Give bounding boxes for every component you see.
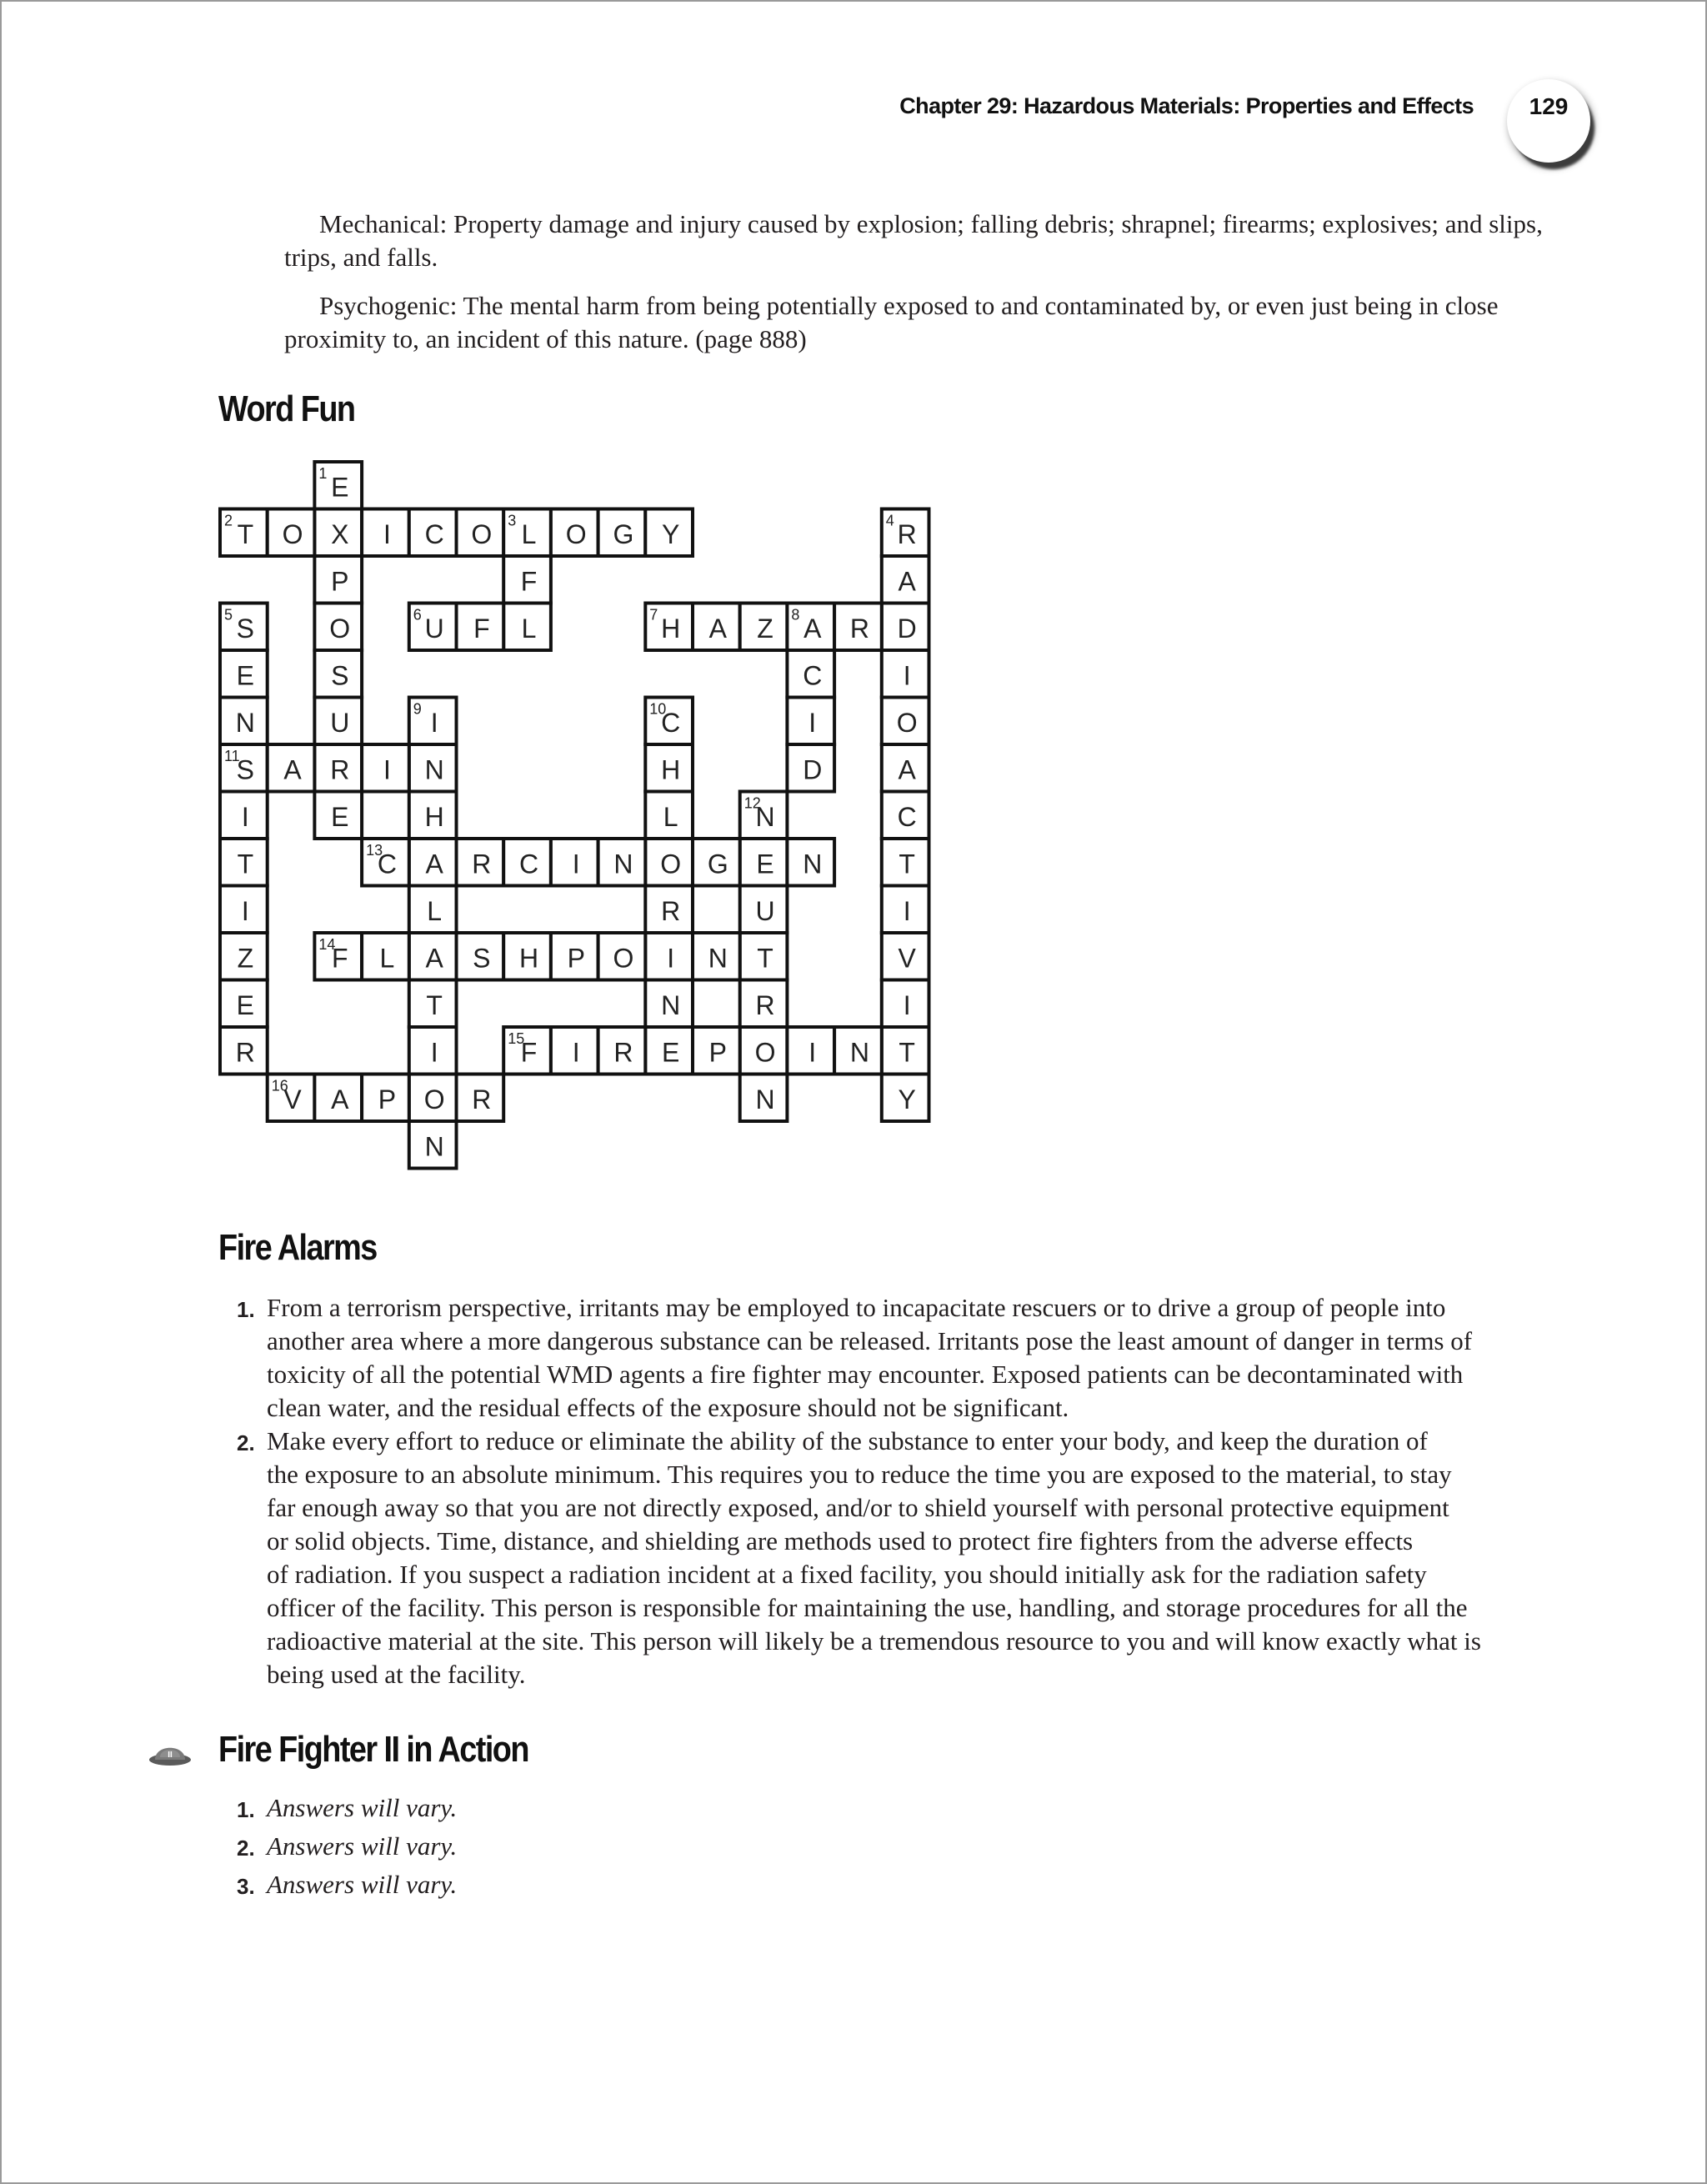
crossword-letter: C bbox=[803, 660, 823, 691]
crossword-letter: E bbox=[236, 660, 255, 691]
ff2-answers-list bbox=[218, 1789, 457, 1904]
crossword-letter: T bbox=[899, 849, 915, 879]
crossword-letter: R bbox=[235, 1037, 255, 1068]
crossword-letter: U bbox=[330, 707, 350, 738]
crossword-letter: I bbox=[383, 518, 391, 549]
crossword-letter: O bbox=[329, 613, 351, 644]
crossword-letter: O bbox=[282, 518, 303, 549]
helmet-label: II bbox=[168, 1751, 173, 1760]
answer-line: From a terrorism perspective, irritants may be employed to incapacitate rescuers or to drive a group of people into bbox=[267, 1293, 1446, 1322]
answer-line: the exposure to an absolute minimum. This requires you to reduce the time you are exposed to the material, to stay bbox=[267, 1460, 1452, 1489]
crossword-clue-number: 4 bbox=[885, 512, 894, 529]
crossword-letter: R bbox=[330, 754, 350, 785]
crossword-letter: D bbox=[897, 613, 917, 644]
crossword-letter: L bbox=[427, 895, 443, 926]
crossword-letter: N bbox=[424, 1131, 444, 1162]
crossword-letter: G bbox=[613, 518, 634, 549]
crossword-letter: I bbox=[903, 895, 911, 926]
ff2-answer-3 bbox=[218, 1866, 457, 1904]
crossword-letter: A bbox=[708, 613, 728, 644]
crossword-letter: T bbox=[757, 943, 773, 974]
list-number: 3. bbox=[237, 1874, 255, 1899]
crossword-letter: I bbox=[808, 707, 817, 738]
crossword-letter: U bbox=[424, 613, 444, 644]
crossword-letter: A bbox=[898, 754, 916, 785]
crossword-clue-number: 2 bbox=[224, 512, 233, 529]
crossword-letter: S bbox=[331, 660, 349, 691]
crossword-letter: O bbox=[754, 1037, 776, 1068]
crossword-clue-number: 10 bbox=[649, 700, 667, 718]
answer-line: officer of the facility. This person is responsible for maintaining the use, handling, and storage procedures for all the bbox=[267, 1593, 1468, 1622]
crossword-letter: O bbox=[613, 943, 634, 974]
fire-alarms-heading: Fire Alarms bbox=[218, 1227, 377, 1268]
crossword-letter: E bbox=[661, 1037, 680, 1068]
page-number-badge bbox=[1507, 79, 1590, 163]
ff2-answer-1 bbox=[218, 1789, 457, 1827]
crossword-letter: F bbox=[473, 613, 490, 644]
crossword-letter: N bbox=[424, 754, 444, 785]
answer-line: toxicity of all the potential WMD agents a fire fighter may encounter. Exposed patients can be decontaminated with bbox=[267, 1360, 1464, 1389]
crossword-letter: I bbox=[430, 707, 438, 738]
crossword-letter: R bbox=[755, 989, 775, 1020]
crossword-letter: T bbox=[899, 1037, 915, 1068]
list-number: 1. bbox=[237, 1297, 255, 1322]
crossword-clue-number: 12 bbox=[743, 794, 761, 812]
intro-paragraph-mechanical: Mechanical: Property damage and injury caused by explosion; falling debris; shrapnel; firearms; explosives; and slips, trips, and falls. bbox=[284, 209, 1543, 272]
crossword-letter: R bbox=[613, 1037, 633, 1068]
crossword-letter: P bbox=[331, 566, 349, 597]
crossword-letter: O bbox=[896, 707, 918, 738]
crossword-letter: N bbox=[755, 801, 775, 832]
crossword-letter: R bbox=[472, 1084, 492, 1115]
crossword-letter: R bbox=[661, 895, 681, 926]
crossword-clue-number: 16 bbox=[271, 1077, 288, 1095]
crossword-letter: L bbox=[379, 943, 395, 974]
fire-helmet-icon bbox=[148, 1737, 192, 1767]
ff2-in-action-heading: Fire Fighter II in Action bbox=[218, 1729, 528, 1770]
crossword-clue-number: 3 bbox=[508, 512, 517, 529]
crossword-letter: Z bbox=[237, 943, 254, 974]
crossword-letter: I bbox=[572, 849, 580, 879]
crossword-letter: G bbox=[707, 849, 728, 879]
crossword-letter: R bbox=[472, 849, 492, 879]
ff2-answer-2 bbox=[218, 1827, 457, 1866]
crossword-letter: E bbox=[331, 801, 349, 832]
crossword-letter: T bbox=[426, 989, 443, 1020]
crossword-letter: O bbox=[660, 849, 682, 879]
crossword-letter: O bbox=[565, 518, 587, 549]
crossword-letter: P bbox=[567, 943, 585, 974]
running-head: Chapter 29: Hazardous Materials: Properties and Effects bbox=[899, 93, 1474, 118]
crossword-letter: F bbox=[520, 566, 538, 597]
crossword-letter: U bbox=[755, 895, 775, 926]
crossword-clue-number: 5 bbox=[224, 606, 233, 624]
crossword-letter: I bbox=[572, 1037, 580, 1068]
answer-text: Answers will vary. bbox=[267, 1793, 458, 1822]
answer-line: radioactive material at the site. This person will likely be a tremendous resource to you and will know exactly what is bbox=[267, 1626, 1481, 1656]
crossword-clue-number: 9 bbox=[413, 700, 422, 718]
crossword-letter: C bbox=[377, 849, 398, 879]
crossword-letter: P bbox=[378, 1084, 397, 1115]
crossword-letter: V bbox=[898, 943, 916, 974]
crossword-letter: I bbox=[667, 943, 675, 974]
crossword-letter: H bbox=[661, 613, 681, 644]
crossword-letter: E bbox=[331, 472, 349, 503]
crossword-letter: I bbox=[808, 1037, 817, 1068]
crossword-clue-number: 15 bbox=[508, 1030, 525, 1047]
crossword-grid bbox=[218, 460, 935, 1169]
crossword-letter: L bbox=[521, 518, 537, 549]
crossword-letter: C bbox=[518, 849, 539, 879]
answer-line: another area where a more dangerous substance can be released. Irritants pose the least amount of danger in terms of bbox=[267, 1326, 1473, 1355]
crossword-letter: C bbox=[424, 518, 444, 549]
crossword-letter: Y bbox=[661, 518, 680, 549]
crossword-letter: L bbox=[663, 801, 678, 832]
crossword-letter: A bbox=[283, 754, 302, 785]
crossword-letter: N bbox=[235, 707, 255, 738]
crossword-letter: H bbox=[424, 801, 444, 832]
answer-text: Answers will vary. bbox=[267, 1870, 458, 1899]
answer-line: of radiation. If you suspect a radiation incident at a fixed facility, you should initially ask for the radiation safety bbox=[267, 1560, 1427, 1589]
crossword-letter: S bbox=[236, 613, 255, 644]
crossword-letter: N bbox=[708, 943, 728, 974]
crossword-letter: R bbox=[897, 518, 917, 549]
list-number: 2. bbox=[237, 1430, 255, 1455]
list-number: 1. bbox=[237, 1797, 255, 1822]
crossword-letter: L bbox=[521, 613, 537, 644]
crossword-letter: I bbox=[241, 895, 249, 926]
crossword-letter: E bbox=[756, 849, 774, 879]
crossword-letter: S bbox=[473, 943, 491, 974]
list-number: 2. bbox=[237, 1836, 255, 1861]
crossword-clue-number: 8 bbox=[791, 606, 800, 624]
crossword-letter: T bbox=[237, 849, 254, 879]
crossword-letter: N bbox=[849, 1037, 870, 1068]
fire-alarms-item-1 bbox=[218, 1291, 1600, 1425]
crossword-letter: A bbox=[425, 849, 443, 879]
answer-line: or solid objects. Time, distance, and shielding are methods used to protect fire fighters from the adverse effects bbox=[267, 1526, 1414, 1555]
crossword-letter: C bbox=[661, 707, 681, 738]
crossword-letter: A bbox=[331, 1084, 349, 1115]
crossword-letter: O bbox=[423, 1084, 445, 1115]
crossword-letter: N bbox=[803, 849, 823, 879]
answer-line: Make every effort to reduce or eliminate the ability of the substance to enter your body, and keep the duration of bbox=[267, 1426, 1428, 1455]
answer-line: clean water, and the residual effects of the exposure should not be significant. bbox=[267, 1393, 1069, 1422]
answer-text: Answers will vary. bbox=[267, 1831, 458, 1861]
crossword-letter: F bbox=[520, 1037, 538, 1068]
crossword-letter: N bbox=[613, 849, 633, 879]
crossword-clue-number: 14 bbox=[318, 936, 336, 953]
crossword-letter: I bbox=[430, 1037, 438, 1068]
crossword-letter: D bbox=[803, 754, 823, 785]
crossword-letter: I bbox=[241, 801, 249, 832]
crossword-letter: A bbox=[803, 613, 822, 644]
crossword-letter: H bbox=[518, 943, 539, 974]
page-number: 129 bbox=[1529, 93, 1569, 119]
fire-alarms-item-2 bbox=[218, 1425, 1600, 1691]
crossword-letter: V bbox=[283, 1084, 302, 1115]
answer-line: being used at the facility. bbox=[267, 1660, 526, 1689]
crossword-clue-number: 6 bbox=[413, 606, 422, 624]
crossword-letter: S bbox=[236, 754, 255, 785]
crossword-letter: A bbox=[425, 943, 443, 974]
crossword-letter: I bbox=[383, 754, 391, 785]
crossword-letter: X bbox=[331, 518, 349, 549]
crossword-letter: N bbox=[661, 989, 681, 1020]
crossword-clue-number: 7 bbox=[649, 606, 658, 624]
crossword-letter: T bbox=[237, 518, 254, 549]
intro-paragraph-psychogenic: Psychogenic: The mental harm from being potentially exposed to and contaminated by, or even just being in close proximity to, an incident of this nature. (page 888) bbox=[284, 291, 1499, 353]
crossword-letter: N bbox=[755, 1084, 775, 1115]
crossword-letter: I bbox=[903, 660, 911, 691]
crossword-letter: R bbox=[849, 613, 870, 644]
crossword-letter: P bbox=[708, 1037, 728, 1068]
crossword-letter: I bbox=[903, 989, 911, 1020]
crossword-letter: A bbox=[898, 566, 916, 597]
answer-line: far enough away so that you are not directly exposed, and/or to shield yourself with personal protective equipment bbox=[267, 1493, 1449, 1522]
word-fun-heading: Word Fun bbox=[218, 388, 355, 429]
crossword-letter: E bbox=[236, 989, 255, 1020]
crossword-clue-number: 1 bbox=[318, 465, 328, 482]
crossword-letter: Y bbox=[898, 1084, 916, 1115]
crossword-letter: H bbox=[661, 754, 681, 785]
crossword-letter: Z bbox=[757, 613, 773, 644]
crossword-clue-number: 13 bbox=[366, 842, 383, 859]
crossword-clue-number: 11 bbox=[224, 748, 240, 764]
fire-alarms-list bbox=[218, 1291, 1600, 1691]
crossword-letter: F bbox=[331, 943, 348, 974]
crossword-letter: C bbox=[897, 801, 917, 832]
crossword-letter: O bbox=[471, 518, 493, 549]
